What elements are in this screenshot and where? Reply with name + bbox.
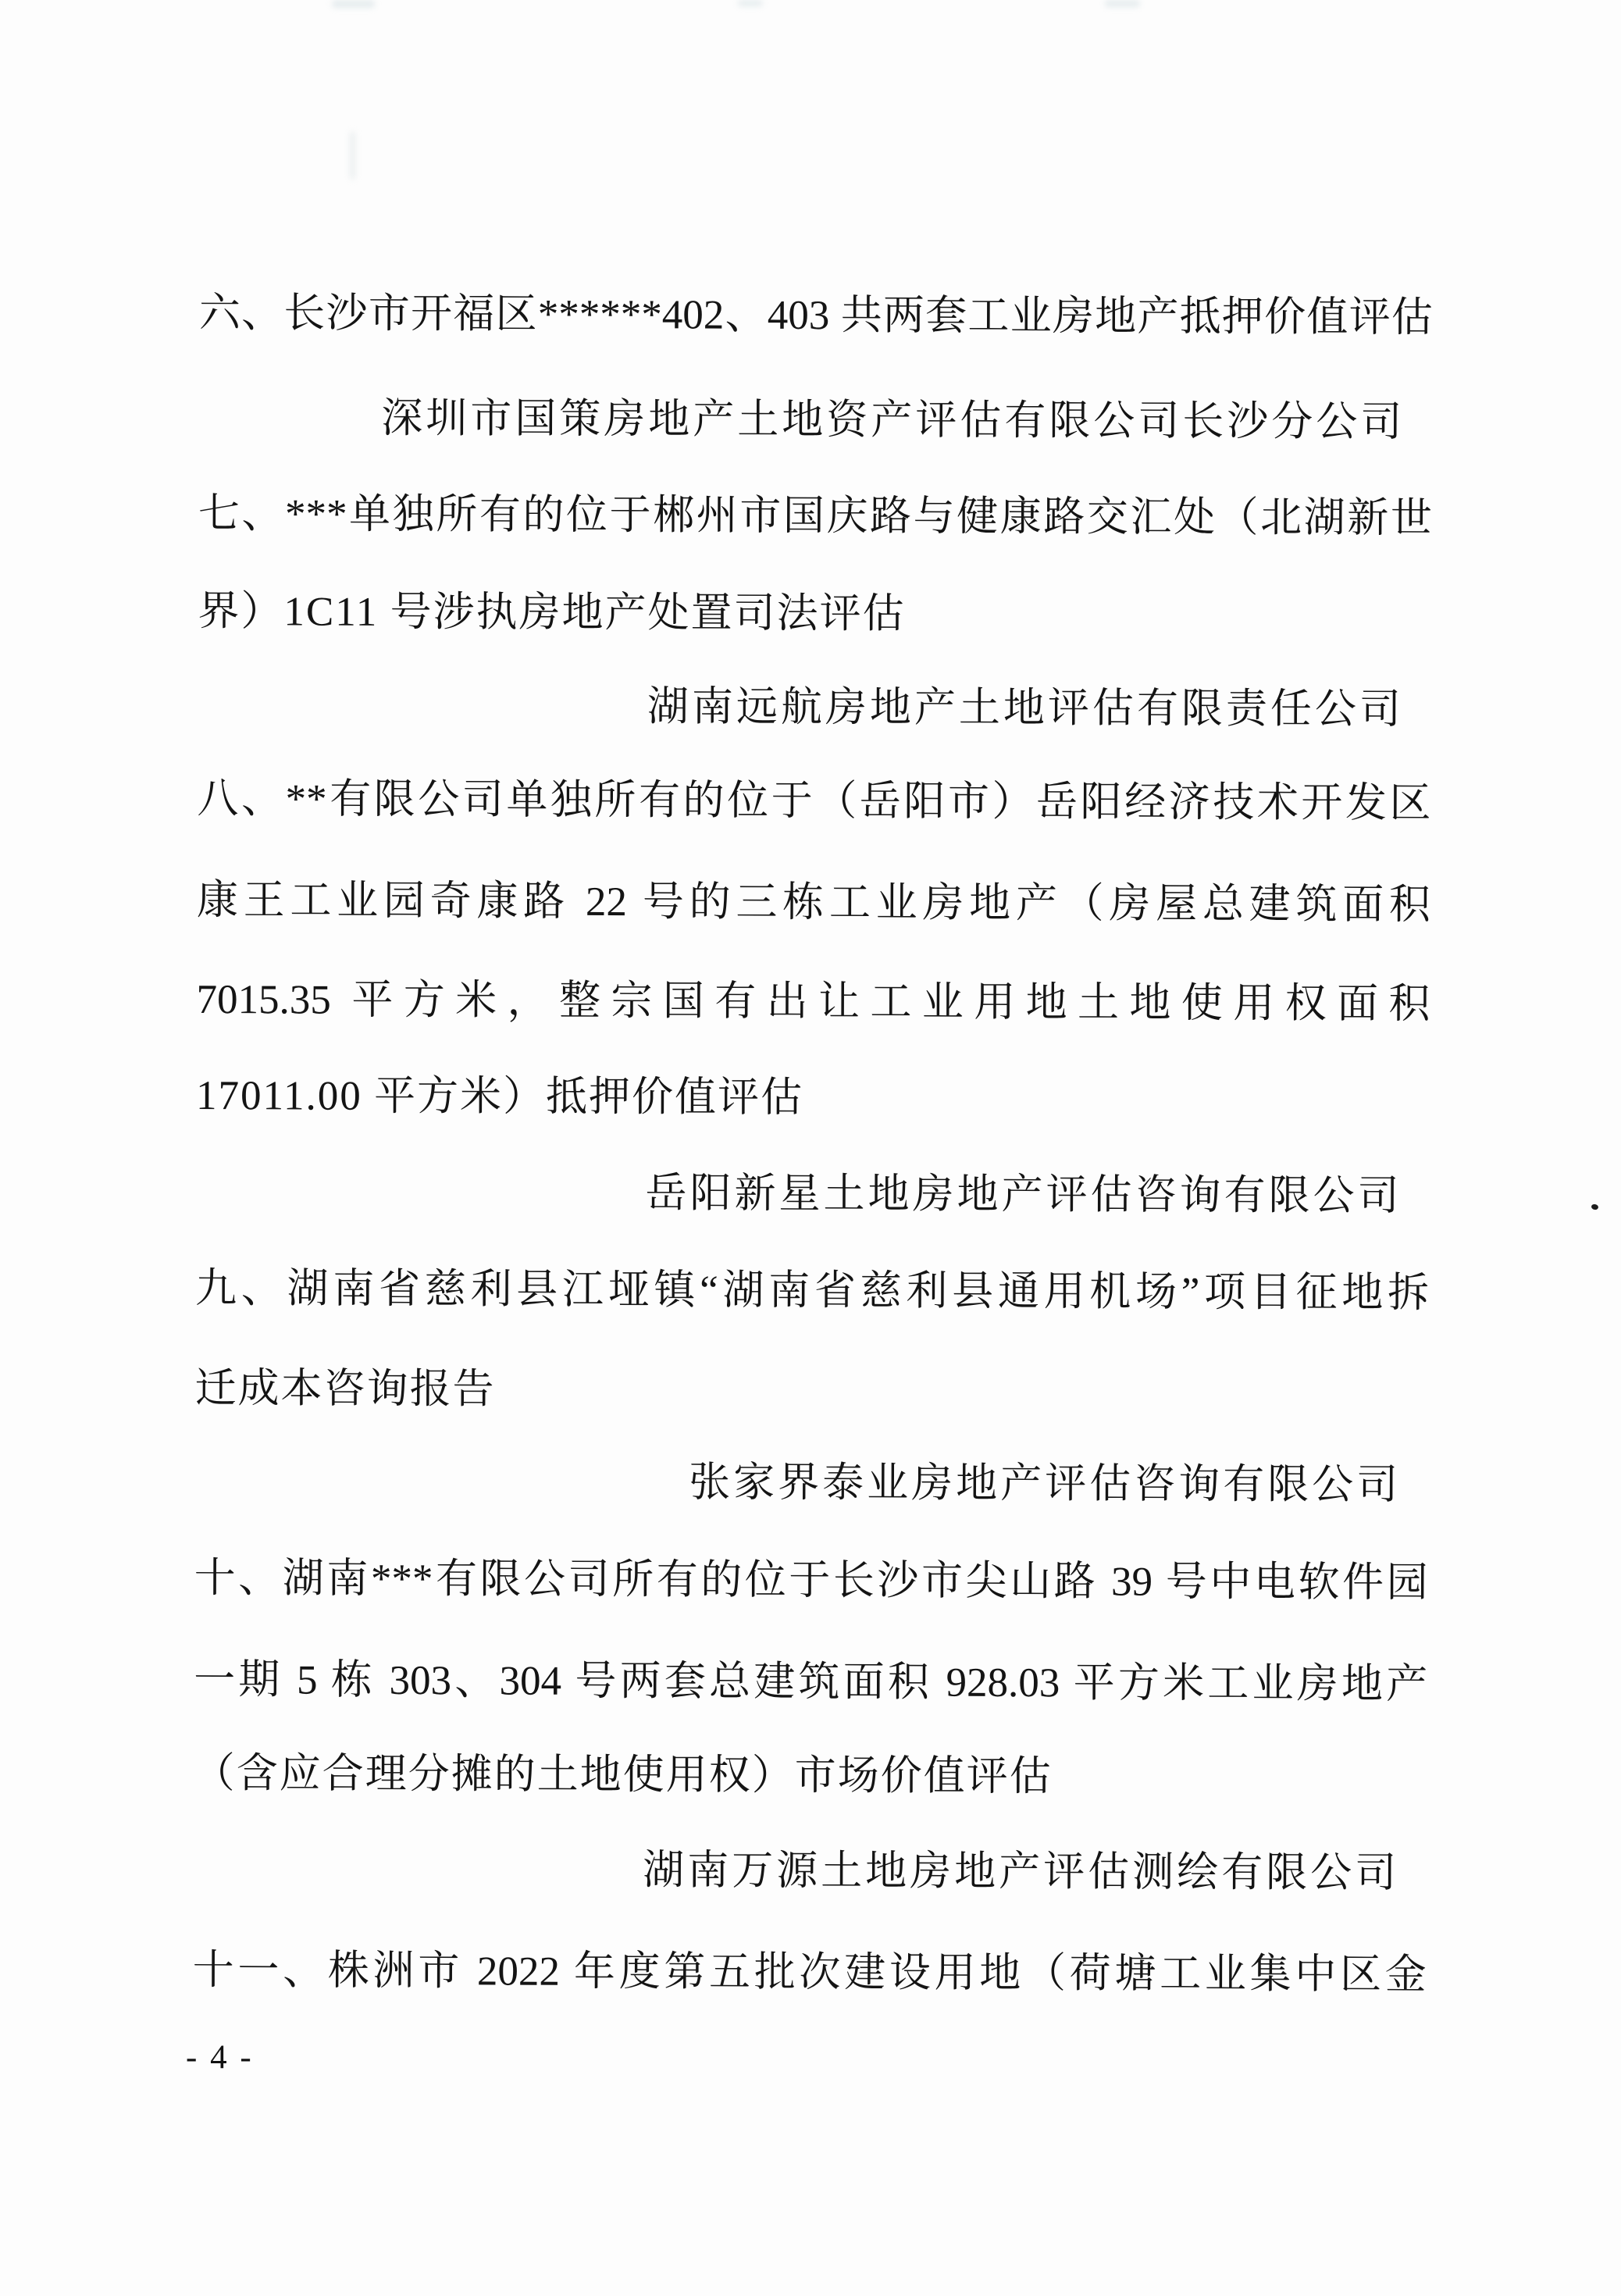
document-line: 六、长沙市开福区******402、403 共两套工业房地产抵押价值评估 [198, 290, 1433, 341]
document-line: 九、湖南省慈利县江垭镇“湖南省慈利县通用机场”项目征地拆 [194, 1265, 1430, 1317]
document-line: 十、湖南***有限公司所有的位于长沙市尖山路 39 号中电软件园 [194, 1555, 1428, 1606]
document-line: 八、**有限公司单独所有的位于（岳阳市）岳阳经济技术开发区 [197, 775, 1431, 827]
page-number: - 4 - [186, 2039, 254, 2076]
document-line: 17011.00 平方米）抵押价值评估 [195, 1072, 804, 1121]
document-line-company: 岳阳新星土地房地产评估咨询有限公司 [645, 1171, 1402, 1219]
document-line: 7015.35 平方米，整宗国有出让工业用地土地使用权面积 [196, 976, 1430, 1028]
document-line-company: 张家界泰业房地产评估咨询有限公司 [689, 1460, 1402, 1508]
document-line-company: 湖南远航房地产土地评估有限责任公司 [647, 684, 1405, 733]
document-line-company: 湖南万源土地房地产评估测绘有限公司 [643, 1848, 1400, 1896]
document-line: 迁成本咨询报告 [194, 1365, 496, 1413]
document-line-company: 深圳市国策房地产土地资产评估有限公司长沙分公司 [381, 395, 1405, 445]
document-line: 七、***单独所有的位于郴州市国庆路与健康路交汇处（北湖新世 [198, 490, 1432, 542]
document-line: 十一、株洲市 2022 年度第五批次建设用地（荷塘工业集中区金 [192, 1947, 1427, 1998]
document-line: 康王工业园奇康路 22 号的三栋工业房地产（房屋总建筑面积 [196, 877, 1431, 929]
document-line: 一期 5 栋 303、304 号两套总建筑面积 928.03 平方米工业房地产 [194, 1656, 1428, 1708]
document-line: 界）1C11 号涉执房地产处置司法评估 [198, 588, 906, 637]
document-line: （含应合理分摊的土地使用权）市场价值评估 [193, 1750, 1053, 1800]
